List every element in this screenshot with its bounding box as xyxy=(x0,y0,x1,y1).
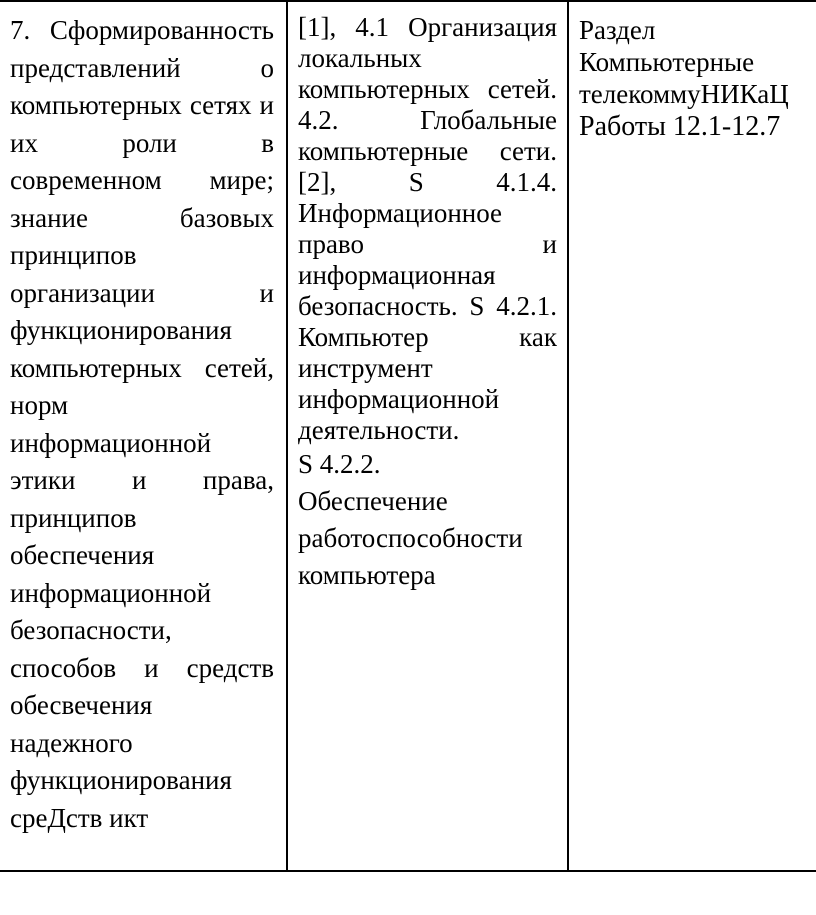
section-line-4: Работы 12.1-12.7 xyxy=(579,111,781,142)
content-cell xyxy=(288,2,569,870)
competence-text: 7. Сформированность представлений о компьютерных сетях и их роли в современном мире; знание базовых принципов организации и функционирования компьютерных сетей, норм информационной этики и права, принципов обеспечения информационной безопасности, способов и средств обесвечения надежного функционирования среДств икт xyxy=(10,15,274,833)
competence-cell xyxy=(0,2,288,870)
section-cell xyxy=(569,2,816,870)
section-text xyxy=(579,14,816,144)
content-tail-line1: S 4.2.2. xyxy=(298,449,381,479)
content-main-text: [1], 4.1 Организация локальных компьютерных сетей. 4.2. Глобальные компьютерные сети. [2], S 4.1.4. Информационное право и информационная безопасность. S 4.2.1. Компьютер как инструмент информационной деятельности. xyxy=(298,12,557,445)
section-line-2: Компьютерные xyxy=(579,47,755,77)
section-line-3: телекоммуНИКаЦ xyxy=(579,79,789,109)
content-tail-text: Обеспечение работоспособности компьютера xyxy=(298,486,523,590)
section-line-1: Раздел xyxy=(579,15,656,45)
